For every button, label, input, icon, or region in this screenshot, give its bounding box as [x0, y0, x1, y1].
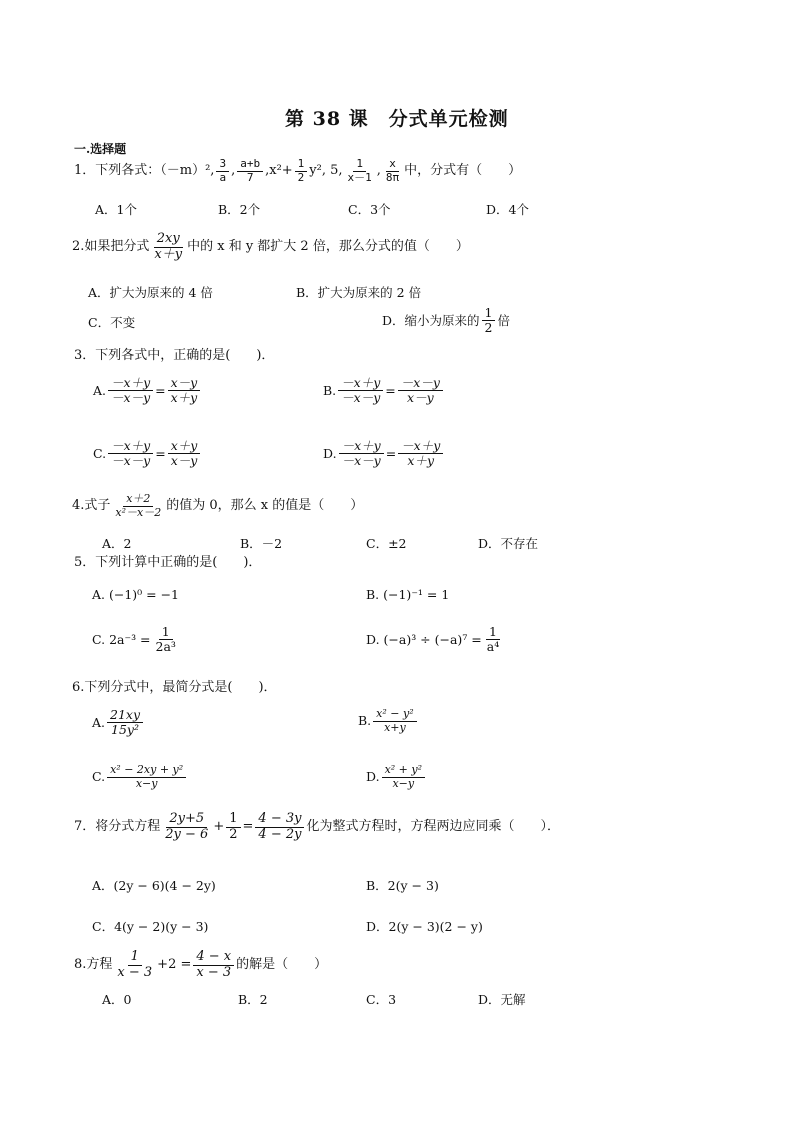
- q3-c-right: $\frac{x+y}{x-y}$: [168, 439, 201, 469]
- q3-a-eq: =: [155, 382, 166, 398]
- q1-mid2: y², 5,: [309, 163, 343, 179]
- q3-a-label: A.: [93, 382, 107, 398]
- q4-prefix: 4.式子: [72, 498, 111, 514]
- q7-fraction-2: $\frac{1}{2}$: [226, 812, 240, 843]
- q6-b-label: B.: [358, 713, 372, 729]
- q8-option-d: D．无解: [478, 992, 526, 1007]
- q6-option-c: [92, 764, 188, 790]
- q1-fraction-4: $\frac{1}{x-1}$: [347, 157, 372, 184]
- q3-a-right: $\frac{x-y}{x+y}$: [168, 376, 201, 406]
- q7-option-c: C．4(y − 2)(y − 3): [92, 919, 209, 934]
- q8-option-a: A．0: [102, 992, 132, 1007]
- q3-option-d: [323, 439, 445, 469]
- q2-option-d-fraction: $\frac{1}{2}$: [482, 306, 496, 336]
- q3-d-eq: =: [385, 445, 397, 461]
- q3-b-left: $\frac{-x+y}{-x-y}$: [338, 376, 383, 406]
- q1-prefix: 1．下列各式：（－m）²,: [74, 163, 215, 179]
- q6-option-a: [92, 708, 145, 738]
- q1-option-c: C．3个: [348, 202, 391, 217]
- q5-d-fraction: $\frac{1}{\text{a⁴}}$: [486, 624, 500, 655]
- q2-option-d: [382, 306, 510, 336]
- q3-d-left: $\frac{-x+y}{-x-y}$: [339, 439, 384, 469]
- q2-option-b: B．扩大为原来的 2 倍: [296, 285, 422, 300]
- q2-option-a: A．扩大为原来的 4 倍: [88, 285, 213, 300]
- q2-fraction: $\frac{2xy}{x+y}$: [154, 231, 183, 262]
- q6-c-fraction: $\frac{\text{x² − 2xy + y²}}{x-y}$: [107, 764, 186, 790]
- q7-prefix: 7．将分式方程: [74, 819, 161, 835]
- q5-option-b: B. (−1)⁻¹ = 1: [366, 587, 450, 602]
- q6-d-fraction: $\frac{\text{x² + y²}}{x-y}$: [382, 764, 425, 790]
- question-6-stem: 6.下列分式中，最简分式是( )．: [72, 680, 277, 695]
- q7-fraction-1: $\frac{2y+5}{2y - 6}$: [165, 811, 209, 842]
- q1-fraction-2: $\frac{a+b}{7}$: [237, 158, 263, 184]
- q4-option-c: C．±2: [366, 536, 407, 551]
- q6-d-label: D.: [366, 769, 380, 785]
- q3-d-label: D.: [323, 445, 337, 461]
- q1-option-a: A．1个: [95, 202, 137, 217]
- q1-mid: x²+: [269, 163, 293, 179]
- q6-a-fraction: $\frac{21xy}{\text{15y²}}$: [107, 708, 143, 738]
- q5-d-left: D. (−a)³ ÷ (−a)⁷ =: [366, 631, 482, 647]
- q8-prefix: 8.方程: [74, 957, 113, 973]
- q2-option-d-tail: 倍: [497, 312, 510, 328]
- q6-a-label: A.: [92, 714, 106, 730]
- q4-suffix: 的值为 0，那么 x 的值是（ ）: [166, 498, 364, 514]
- q7-suffix: 化为整式方程时，方程两边应同乘（ ）．: [306, 819, 560, 835]
- question-2-stem: [72, 232, 469, 263]
- q3-c-left: $\frac{-x+y}{-x-y}$: [108, 439, 153, 469]
- q1-option-b: B．2个: [218, 202, 261, 217]
- q2-suffix: 中的 x 和 y 都扩大 2 倍，那么分式的值（ ）: [187, 239, 469, 255]
- q4-option-d: D．不存在: [478, 536, 539, 551]
- q3-c-label: C.: [93, 445, 107, 461]
- q4-option-b: B．－2: [240, 536, 283, 551]
- q7-option-d: D．2(y − 3)(2 − y): [366, 919, 483, 934]
- q4-fraction: $\frac{x+2}{\text{x²－x－2}}$: [115, 492, 162, 519]
- q3-b-right: $\frac{-x-y}{x-y}$: [398, 376, 443, 406]
- q7-option-a: A．(2y − 6)(4 − 2y): [92, 878, 216, 893]
- q7-fraction-3: $\frac{4 - 3y}{4 - 2y}$: [255, 812, 304, 843]
- q5-option-c: [92, 625, 181, 655]
- q1-fraction-3: $\frac{1}{2}$: [295, 158, 308, 184]
- q3-c-eq: =: [155, 445, 166, 461]
- question-5-stem: 5．下列计算中正确的是( )．: [74, 555, 262, 570]
- q7-eq: =: [242, 819, 254, 835]
- q3-b-label: B.: [323, 382, 337, 398]
- q3-a-left: $\frac{-x+y}{-x-y}$: [108, 376, 153, 406]
- q7-option-b: B．2(y − 3): [366, 878, 439, 893]
- q8-fraction-2: $\frac{4 - x}{x - 3}$: [193, 950, 234, 981]
- q1-option-d: D．4个: [486, 202, 529, 217]
- q8-mid: +2 =: [157, 957, 192, 973]
- page-title: 第 38 课 分式单元检测: [285, 108, 509, 130]
- q5-c-left: C. 2a⁻³ =: [92, 631, 151, 647]
- q5-c-fraction: $\frac{1}{\text{2a³}}$: [155, 624, 176, 655]
- section-heading: 一.选择题: [74, 142, 127, 156]
- q1-fraction-5: $\frac{x}{8\pi}$: [385, 157, 400, 184]
- q3-option-c: [93, 439, 202, 469]
- q8-suffix: 的解是（ ）: [236, 957, 328, 973]
- q7-plus: +: [213, 819, 225, 835]
- q6-c-label: C.: [92, 769, 106, 785]
- q6-option-b: [358, 708, 419, 734]
- q2-option-c: C．不变: [88, 315, 136, 330]
- q2-option-d-text: D．缩小为原来的: [382, 312, 480, 328]
- question-3-stem: 3．下列各式中，正确的是( )．: [74, 348, 275, 363]
- q5-option-d: [366, 625, 504, 655]
- q3-b-eq: =: [385, 382, 396, 398]
- q1-suffix: 中，分式有（ ）: [404, 163, 522, 179]
- q6-option-d: [366, 764, 427, 790]
- q6-b-fraction: $\frac{\text{x² − y²}}{x+y}$: [373, 708, 416, 734]
- question-7-stem: [74, 812, 560, 843]
- q8-option-b: B．2: [238, 992, 268, 1007]
- q5-option-a: A. (−1)⁰ = −1: [92, 587, 180, 602]
- question-1-stem: 1．下列各式：（－m）², $\frac{3}{a}$ , $\frac{a+b}{7}$ , x²+ $\frac{1}{2}$ y², 5, $\frac{1}{x-1}$ , $\frac{x}{8\pi}$ 中，分式有（ ）: [74, 157, 522, 184]
- q8-fraction-1: $\frac{1}{x - 3}$: [117, 949, 153, 980]
- question-8-stem: [74, 950, 327, 981]
- q8-option-c: C．3: [366, 992, 397, 1007]
- q1-fraction-1: $\frac{3}{a}$: [216, 158, 229, 184]
- question-4-stem: [72, 493, 363, 519]
- q3-d-right: $\frac{-x+y}{x+y}$: [398, 439, 443, 469]
- q4-option-a: A．2: [102, 536, 132, 551]
- q3-option-a: [93, 376, 202, 406]
- q3-option-b: [323, 376, 445, 406]
- q2-prefix: 2.如果把分式: [72, 239, 150, 255]
